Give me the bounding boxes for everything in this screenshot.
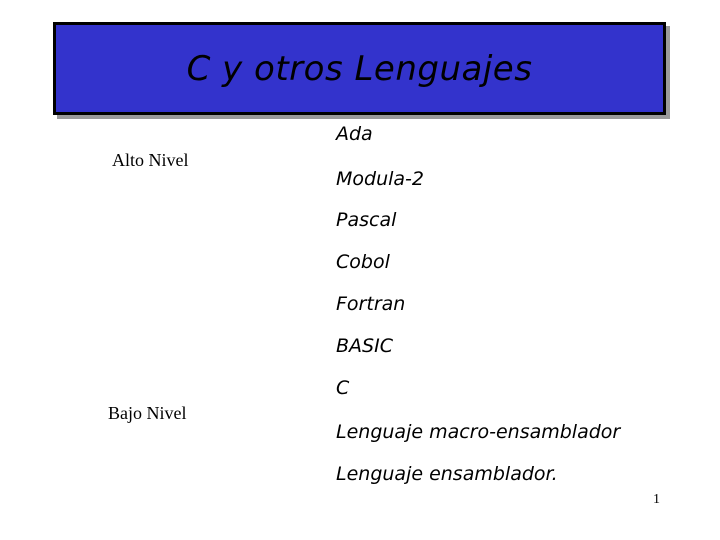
- language-item-fortran: Fortran: [336, 293, 406, 315]
- language-item-cobol: Cobol: [336, 251, 390, 273]
- language-item-pascal: Pascal: [336, 209, 397, 231]
- language-item-c: C: [336, 377, 350, 399]
- low-level-label: Bajo Nivel: [108, 403, 187, 423]
- language-item-ada: Ada: [336, 123, 373, 145]
- slide-title: C y otros Lenguajes: [186, 48, 533, 89]
- slide-title-banner: [53, 22, 666, 115]
- language-item-modula2: Modula-2: [336, 168, 424, 190]
- language-item-macro-assembler: Lenguaje macro-ensamblador: [336, 421, 621, 443]
- high-level-label: Alto Nivel: [112, 150, 189, 170]
- language-item-assembler: Lenguaje ensamblador.: [336, 463, 558, 485]
- page-number: 1: [653, 492, 660, 507]
- language-item-basic: BASIC: [336, 335, 393, 357]
